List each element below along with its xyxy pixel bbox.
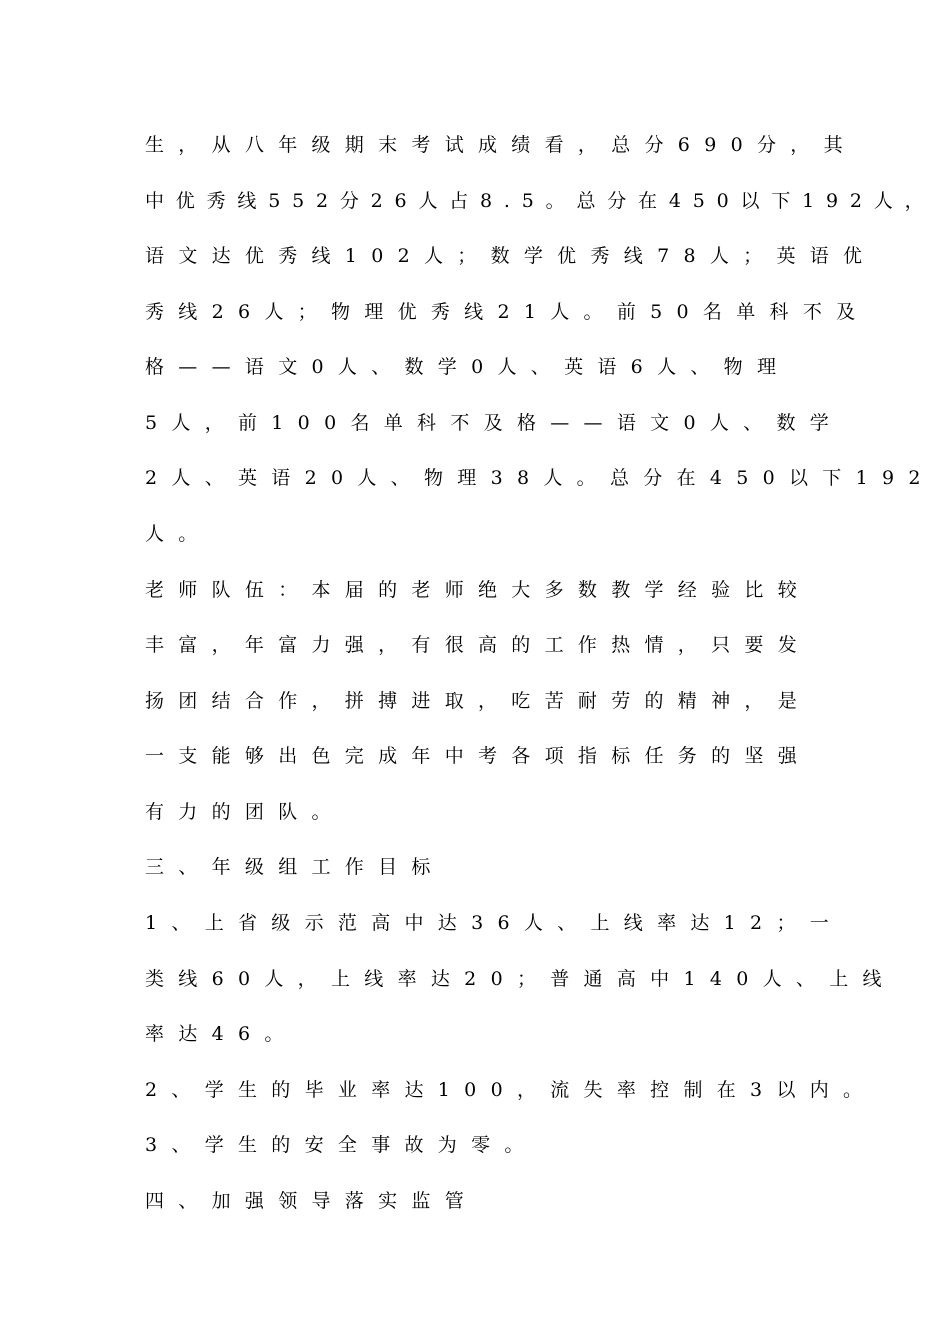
text-line: 率达46。	[145, 1023, 298, 1045]
text-line: 格——语文0人、数学0人、英语6人、物理	[145, 356, 791, 378]
text-line: 5人，前100名单科不及格——语文0人、数学	[145, 412, 844, 434]
text-line: 2人、英语20人、物理38人。总分在450以下192	[145, 467, 935, 489]
text-line: 人。	[145, 523, 212, 545]
text-line: 有力的团队。	[145, 801, 345, 823]
section-heading: 三、年级组工作目标	[145, 856, 445, 878]
text-line: 扬团结合作，拼搏进取，吃苦耐劳的精神，是	[145, 690, 812, 712]
text-line: 丰富，年富力强，有很高的工作热情，只要发	[145, 634, 812, 656]
text-line: 3、学生的安全事故为零。	[145, 1134, 538, 1156]
text-line: 2、学生的毕业率达100，流失率控制在3以内。	[145, 1079, 877, 1101]
text-line: 语文达优秀线102人；数学优秀线78人；英语优	[145, 245, 877, 267]
text-line: 1、上省级示范高中达36人、上线率达12；一	[145, 912, 844, 934]
text-line: 一支能够出色完成年中考各项指标任务的坚强	[145, 745, 812, 767]
section-heading: 四、加强领导落实监管	[145, 1190, 479, 1212]
text-line: 生，从八年级期末考试成绩看，总分690分，其	[145, 134, 857, 156]
text-line: 老师队伍：本届的老师绝大多数教学经验比较	[145, 579, 812, 601]
text-line: 类线60人，上线率达20；普通高中140人、上线	[145, 968, 896, 990]
text-line: 秀线26人；物理优秀线21人。前50名单科不及	[145, 301, 870, 323]
text-line: 中优秀线552分26人占8.5。总分在450以下192人，	[145, 190, 936, 212]
